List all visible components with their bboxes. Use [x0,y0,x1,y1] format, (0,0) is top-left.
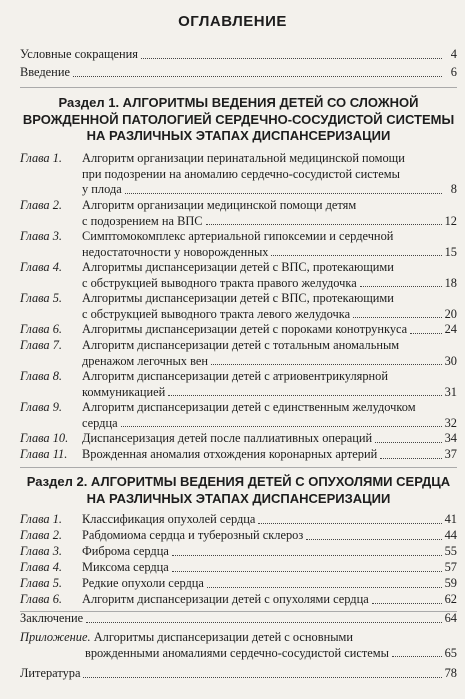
chapter-title-line: Симптомокомплекс артериальной гипоксемии и сердечной [82,229,394,243]
entry-label: Заключение [20,611,84,625]
chapter-title-line: при подозрении на аномалию сердечно-сосудистой системы [82,166,400,181]
chapter-number: Глава 1. [20,151,63,165]
leader-dots [258,523,441,524]
leader-dots [271,255,441,256]
page-number: 65 [444,645,457,660]
toc-chapter-2-6[interactable] [20,592,457,608]
toc-entry-appendix[interactable] [20,630,457,661]
chapter-number: Глава 7. [20,338,63,352]
leader-dots [125,193,442,194]
leader-dots [372,603,442,604]
chapter-number: Глава 5. [20,576,63,590]
page-number: 15 [444,244,457,259]
chapter-title-line: Редкие опухоли сердца [82,576,204,590]
toc-chapter-2-1[interactable] [20,512,457,528]
chapter-title-line: с подозрением на ВПС [82,213,203,228]
chapter-title-line: сердца [82,415,118,430]
page-number: 30 [444,353,457,368]
toc-entry-abbreviations[interactable] [20,47,457,63]
page-number: 31 [444,384,457,399]
page-number: 18 [444,275,457,290]
chapter-number: Глава 2. [20,528,63,542]
chapter-number: Глава 6. [20,592,63,606]
divider [20,87,457,88]
page-number: 55 [444,544,457,558]
leader-dots [207,587,442,588]
page-number: 64 [444,611,457,625]
page-number: 24 [444,322,457,336]
chapter-title-line: дренажом легочных вен [82,353,208,368]
toc-chapter-1-10[interactable] [20,431,457,447]
toc-chapter-1-6[interactable] [20,322,457,338]
chapter-title-line: с обструкцией выводного тракта правого желудочка [82,275,357,290]
chapter-title-line: Алгоритм диспансеризации детей с единственным желудочком [82,400,416,414]
chapter-number: Глава 2. [20,198,63,212]
section-heading-line: НА РАЗЛИЧНЫХ ЭТАПАХ ДИСПАНСЕРИЗАЦИИ [86,490,391,506]
appendix-title-line: врожденными аномалиями сердечно-сосудистой системы [85,645,389,660]
toc-chapter-1-4[interactable] [20,260,457,291]
page-number: 59 [444,576,457,590]
page-number: 34 [444,431,457,445]
leader-dots [360,286,442,287]
page-number: 12 [444,213,457,228]
chapter-title-line: Миксома сердца [82,560,169,574]
toc-chapter-2-2[interactable] [20,528,457,544]
chapter-title-line: Алгоритмы диспансеризации детей с ВПС, протекающими [82,291,394,305]
chapter-title-line: Врожденная аномалия отхождения коронарных артерий [82,447,378,461]
chapter-title-line: Алгоритм диспансеризации детей с тотальным аномальным [82,338,400,352]
page-number: 32 [444,415,457,430]
page-number: 4 [450,47,457,61]
chapter-title-line: с обструкцией выводного тракта левого желудочка [82,306,351,321]
toc-chapter-1-1[interactable] [20,151,457,198]
toc-entry-conclusion[interactable] [20,611,457,627]
page-number: 6 [450,65,457,79]
page-number: 57 [444,560,457,574]
page-number: 8 [450,182,457,197]
leader-dots [211,364,442,365]
page-number: 62 [444,592,457,606]
chapter-title-line: Алгоритм диспансеризации детей с опухолями сердца [82,592,369,606]
chapter-title-line: Алгоритм диспансеризации детей с атриовентрикулярной [82,369,388,383]
entry-label: Литература [20,666,81,680]
chapter-title-line: Классификация опухолей сердца [82,512,256,526]
chapter-title-line: Алгоритмы диспансеризации детей с пороками конотрункуса [82,322,408,336]
chapter-number: Глава 4. [20,260,63,274]
entry-label: Введение [20,65,70,79]
leader-dots [353,317,442,318]
leader-dots [380,458,441,459]
toc-chapter-2-5[interactable] [20,576,457,592]
page-number: 44 [444,528,457,542]
page-number: 41 [444,512,457,526]
toc-chapter-1-2[interactable] [20,198,457,229]
leader-dots [83,677,441,678]
toc-chapter-1-8[interactable] [20,369,457,400]
toc-chapter-2-4[interactable] [20,560,457,576]
chapter-number: Глава 11. [20,447,68,461]
section-1-heading [20,95,457,145]
chapter-title-line: у плода [82,182,122,197]
chapter-number: Глава 1. [20,512,63,526]
page-number: 37 [444,447,457,461]
toc-chapter-1-5[interactable] [20,291,457,322]
entry-label: Условные сокращения [20,47,138,61]
chapter-number: Глава 9. [20,400,63,414]
chapter-number: Глава 3. [20,229,63,243]
leader-dots [141,58,442,59]
leader-dots [172,555,442,556]
leader-dots [392,656,442,657]
chapter-number: Глава 5. [20,291,63,305]
section-heading-line: НА РАЗЛИЧНЫХ ЭТАПАХ ДИСПАНСЕРИЗАЦИИ [86,128,391,143]
section-heading-line: Раздел 2. АЛГОРИТМЫ ВЕДЕНИЯ ДЕТЕЙ С ОПУХОЛЯМИ СЕРДЦА [26,474,451,489]
leader-dots [86,622,441,623]
toc-chapter-1-3[interactable] [20,229,457,260]
toc-chapter-1-11[interactable] [20,447,457,463]
page-number: 20 [444,306,457,321]
chapter-title-line: Алгоритм организации медицинской помощи детям [82,198,357,212]
section-heading-line: Раздел 1. АЛГОРИТМЫ ВЕДЕНИЯ ДЕТЕЙ СО СЛОЖНОЙ [58,95,419,110]
page-title: ОГЛАВЛЕНИЕ [178,13,287,30]
leader-dots [206,224,442,225]
toc-chapter-1-9[interactable] [20,400,457,431]
chapter-title-line: Фиброма сердца [82,544,169,558]
chapter-title-line: Диспансеризация детей после паллиативных операций [82,431,373,445]
leader-dots [410,333,441,334]
leader-dots [172,571,442,572]
leader-dots [168,395,441,396]
chapter-title-line: Алгоритм организации перинатальной медицинской помощи [82,151,405,165]
page-number: 78 [444,666,457,680]
chapter-number: Глава 10. [20,431,69,445]
leader-dots [306,539,441,540]
chapter-number: Глава 8. [20,369,63,383]
leader-dots [121,426,442,427]
section-heading-line: ВРОЖДЕННОЙ ПАТОЛОГИЕЙ СЕРДЕЧНО-СОСУДИСТОЙ СИСТЕМЫ [22,111,455,127]
appendix-title-line: Алгоритмы диспансеризации детей с основными [93,630,354,644]
divider [20,467,457,468]
chapter-number: Глава 3. [20,544,63,558]
chapter-title-line: недостаточности у новорожденных [82,244,269,259]
chapter-title-line: Рабдомиома сердца и туберозный склероз [82,528,304,542]
leader-dots [375,442,442,443]
chapter-title-line: Алгоритмы диспансеризации детей с ВПС, протекающими [82,260,394,274]
toc-entry-literature[interactable] [20,666,457,682]
toc-entry-introduction[interactable] [20,65,457,81]
chapter-number: Глава 4. [20,560,63,574]
toc-chapter-2-3[interactable] [20,544,457,560]
appendix-prefix: Приложение. [20,630,91,644]
chapter-title-line: коммуникацией [82,384,166,399]
toc-chapter-1-7[interactable] [20,338,457,369]
leader-dots [73,76,442,77]
chapter-number: Глава 6. [20,322,63,336]
section-2-heading [20,474,457,507]
